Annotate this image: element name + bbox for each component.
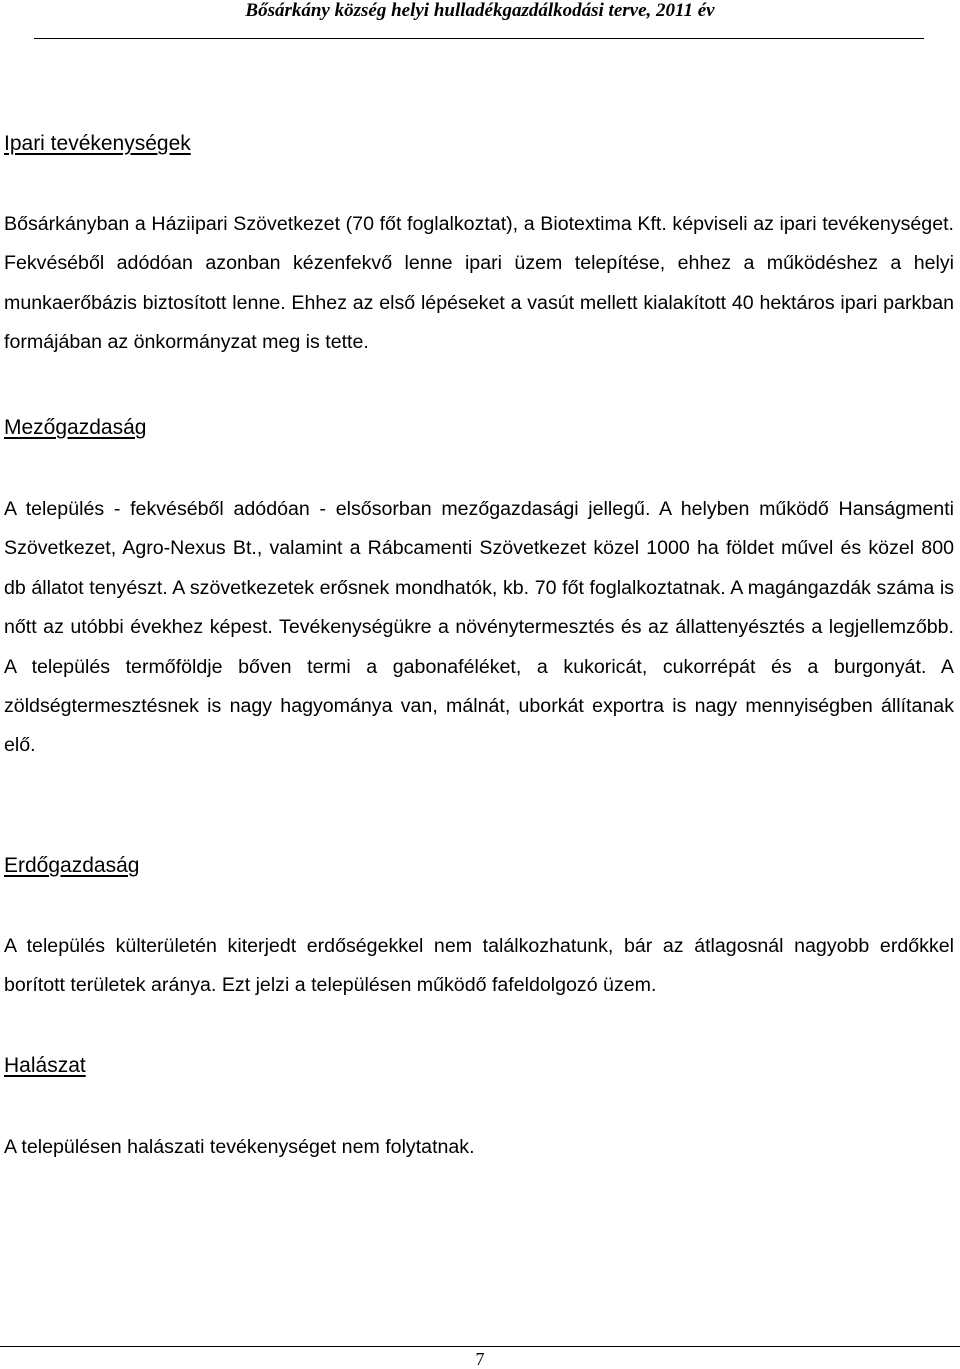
section-heading-mezogazdasag: Mezőgazdaság (4, 416, 147, 439)
section-paragraph-erdogazdasag: A település külterületén kiterjedt erdőségekkel nem találkozhatunk, bár az átlagosnál nagyobb erdőkkel borított területek aránya. Ezt jelzi a településen működő fafeldolgozó üzem. (4, 935, 954, 997)
page-header-title: Bősárkány község helyi hulladékgazdálkodási terve, 2011 év (245, 0, 715, 21)
footer-divider (0, 1346, 960, 1347)
header-divider (34, 38, 924, 39)
section-paragraph-halaszat: A településen halászati tevékenységet nem folytatnak. (4, 1136, 475, 1158)
page-number: 7 (475, 1349, 485, 1369)
section-paragraph-ipari: Bősárkányban a Háziipari Szövetkezet (70 főt foglalkoztat), a Biotextima Kft. képviseli az ipari tevékenységet. Fekvéséből adódóan azonban kézenfekvő lenne ipari üzem telepítése, ehhez a működéshez a helyi munkaerőbázis biztosított lenne. Ehhez az első lépéseket a vasút mellett kialakított 40 hektáros ipari parkban formájában az önkormányzat meg is tette. (4, 213, 954, 354)
section-paragraph-mezogazdasag: A település - fekvéséből adódóan - elsősorban mezőgazdasági jellegű. A helyben működő Hanságmenti Szövetkezet, Agro-Nexus Bt., valamint a Rábcamenti Szövetkezet közel 1000 ha földet művel és közel 800 db állatot tenyészt. A szövetkezetek erősnek mondhatók, kb. 70 főt foglalkoztatnak. A magángazdák száma is nőtt az utóbbi évekhez képest. Tevékenységükre a növénytermesztés és az állattenyésztés a legjellemzőbb. A település termőföldje bőven termi a gabonaféléket, a kukoricát, cukorrépát és a burgonyát. A zöldségtermesztésnek is nagy hagyománya van, málnát, uborkát exportra is nagy mennyiségben állítanak elő. (4, 498, 954, 757)
section-heading-ipari: Ipari tevékenységek (4, 132, 191, 155)
section-heading-erdogazdasag: Erdőgazdaság (4, 854, 140, 877)
section-heading-halaszat: Halászat (4, 1054, 86, 1077)
